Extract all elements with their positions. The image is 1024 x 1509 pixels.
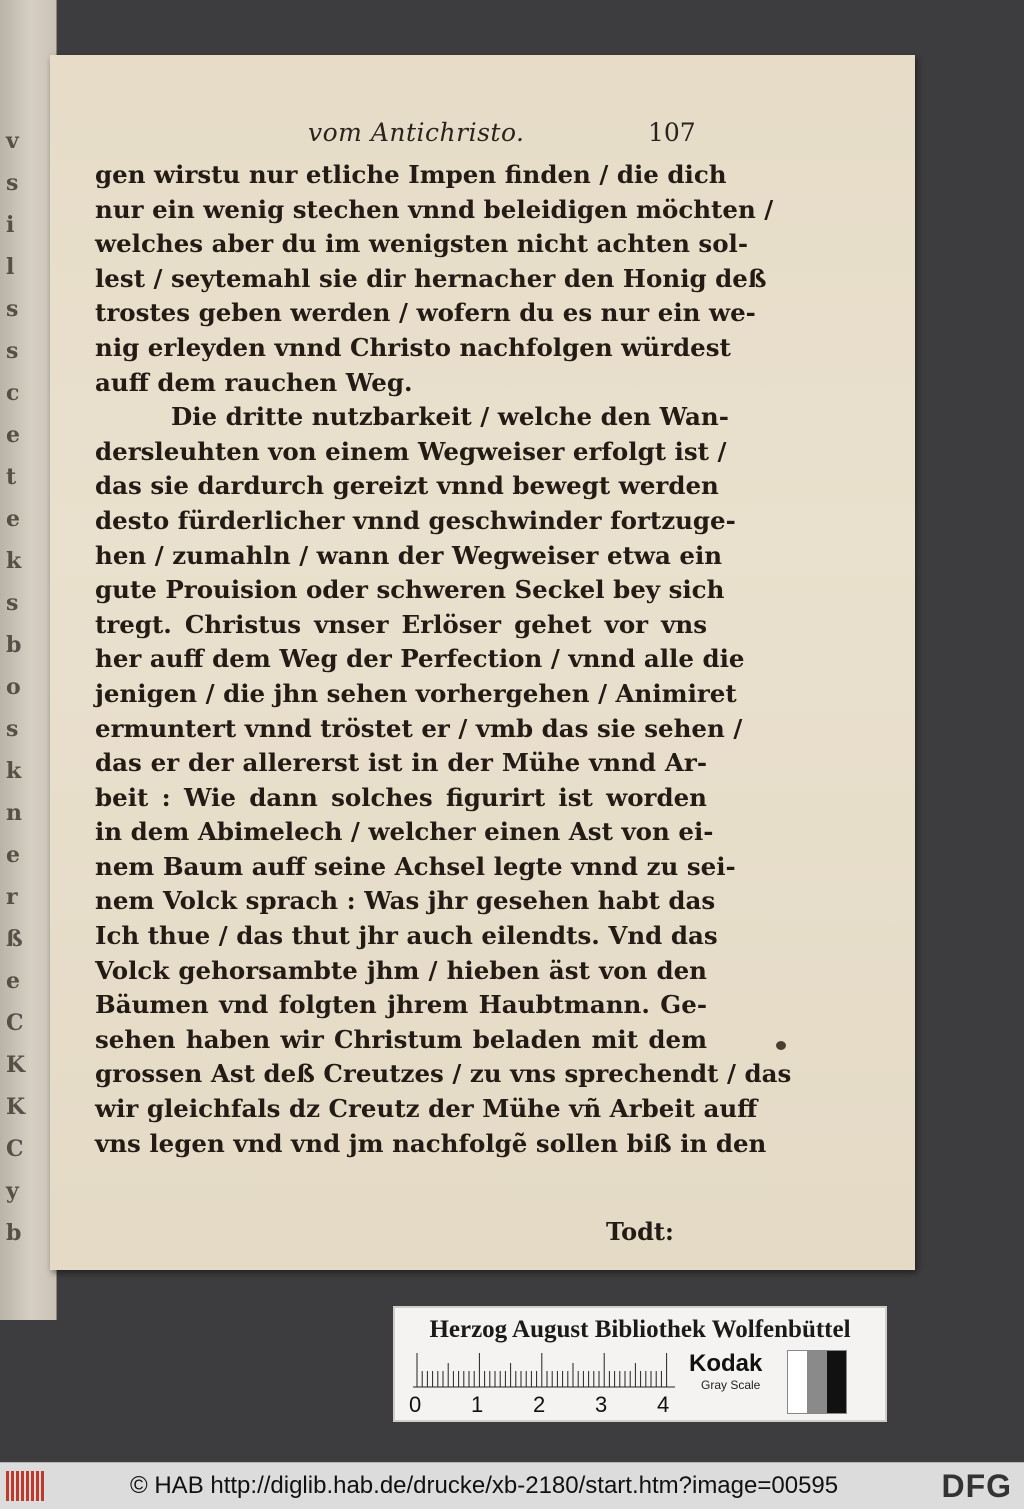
gray-scale-caption: Gray Scale — [701, 1378, 761, 1392]
margin-glyph: n — [6, 800, 22, 826]
text-line: sehen haben wir Christum beladen mit dem — [95, 1024, 707, 1054]
text-line: Ich thue / das thut jhr auch eilendts. Vnd das — [95, 921, 718, 951]
margin-glyph: t — [6, 464, 17, 490]
ruler-number: 2 — [533, 1392, 546, 1417]
text-line: das sie dardurch gereizt vnnd bewegt werden — [95, 471, 719, 501]
margin-glyph: l — [6, 254, 15, 280]
text-line: tregt. Christus vnser Erlöser gehet vor vns — [95, 609, 707, 639]
body-text — [95, 158, 792, 1161]
ruler-scale — [413, 1352, 675, 1388]
margin-glyph: i — [6, 212, 15, 238]
text-line: vns legen vnd vnd jm nachfolgẽ sollen biß in den — [95, 1128, 767, 1158]
copyright-url[interactable]: © HAB http://diglib.hab.de/drucke/xb-2180/start.htm?image=00595 — [130, 1472, 839, 1499]
book-page — [50, 55, 915, 1270]
previous-page-margin-text — [6, 120, 46, 1254]
text-line: welches aber du im wenigsten nicht achten sol- — [95, 229, 749, 259]
margin-glyph: C — [6, 1010, 24, 1036]
text-line: trostes geben werden / wofern du es nur ein we- — [95, 298, 756, 328]
footer-bar — [0, 1462, 1024, 1509]
margin-glyph: y — [6, 1178, 19, 1204]
margin-glyph: e — [6, 968, 20, 994]
text-line: auff dem rauchen Weg. — [95, 367, 413, 397]
margin-glyph: K — [6, 1094, 26, 1120]
margin-glyph: K — [6, 1052, 26, 1078]
text-line: Volck gehorsambte jhm / hieben äst von den — [95, 955, 707, 985]
gray-swatch — [788, 1351, 807, 1413]
text-line: Bäumen vnd folgten jhrem Haubtmann. Ge- — [95, 990, 707, 1020]
margin-glyph: e — [6, 422, 20, 448]
margin-glyph: s — [6, 716, 19, 742]
previous-page-edge — [0, 0, 57, 1320]
text-line: in dem Abimelech / welcher einen Ast von ei- — [95, 817, 714, 847]
text-line: jenigen / die jhn sehen vorhergehen / Animiret — [95, 678, 737, 708]
margin-glyph: k — [6, 548, 22, 574]
library-color-target — [393, 1306, 887, 1422]
text-line: nig erleyden vnnd Christo nachfolgen würdest — [95, 332, 731, 362]
margin-glyph: s — [6, 590, 19, 616]
text-line: dersleuhten von einem Wegweiser erfolgt ist / — [95, 436, 727, 466]
gray-swatch — [827, 1351, 846, 1413]
kodak-logo: Kodak — [689, 1350, 763, 1377]
text-line: desto fürderlicher vnnd geschwinder fortzuge- — [95, 505, 736, 535]
running-head: vom Antichristo. — [308, 118, 525, 147]
margin-glyph: e — [6, 506, 20, 532]
text-line: nem Baum auff seine Achsel legte vnnd zu sei- — [95, 851, 736, 881]
text-line: hen / zumahln / wann der Wegweiser etwa ein — [95, 540, 723, 570]
margin-glyph: c — [6, 380, 20, 406]
ruler-number: 4 — [657, 1392, 670, 1417]
text-line: grossen Ast deß Creutzes / zu vns sprechendt / das — [95, 1059, 792, 1089]
margin-glyph: C — [6, 1136, 24, 1162]
ruler-numbers — [409, 1392, 679, 1418]
ruler-number: 1 — [471, 1392, 484, 1417]
dfg-logo: DFG — [941, 1468, 1012, 1504]
page-number: 107 — [648, 118, 696, 147]
margin-glyph: v — [6, 128, 19, 154]
text-line: nur ein wenig stechen vnnd beleidigen möchten / — [95, 194, 774, 224]
text-line: nem Volck sprach : Was jhr gesehen habt das — [95, 886, 716, 916]
paper-stain — [776, 1041, 786, 1050]
text-line: beit : Wie dann solches figurirt ist worden — [95, 782, 707, 812]
text-line: lest / seytemahl sie dir hernacher den Honig deß — [95, 263, 767, 293]
gray-swatch — [807, 1351, 826, 1413]
margin-glyph: o — [6, 674, 21, 700]
margin-glyph: b — [6, 632, 22, 658]
margin-glyph: s — [6, 338, 19, 364]
text-line: her auff dem Weg der Perfection / vnnd alle die — [95, 644, 745, 674]
gray-swatches — [787, 1350, 847, 1414]
margin-glyph: b — [6, 1220, 22, 1246]
margin-glyph: e — [6, 842, 20, 868]
text-line: das er der allererst ist in der Mühe vnnd Ar- — [95, 748, 707, 778]
ruler-number: 3 — [595, 1392, 608, 1417]
margin-glyph: r — [6, 884, 18, 910]
margin-glyph: s — [6, 170, 19, 196]
text-line: ermuntert vnnd tröstet er / vmb das sie sehen / — [95, 713, 743, 743]
library-name: Herzog August Bibliothek Wolfenbüttel — [429, 1316, 851, 1343]
margin-glyph: k — [6, 758, 22, 784]
margin-glyph: ß — [6, 926, 23, 952]
catchword: Todt: — [606, 1217, 674, 1246]
text-line: gute Prouision oder schweren Seckel bey sich — [95, 575, 725, 605]
margin-glyph: s — [6, 296, 19, 322]
text-line: gen wirstu nur etliche Impen finden / die dich — [95, 160, 727, 189]
text-line: wir gleichfals dz Creutz der Mühe vñ Arbeit auff — [95, 1094, 758, 1124]
text-line: Die dritte nutzbarkeit / welche den Wan- — [171, 402, 729, 432]
hab-logo-icon — [6, 1471, 46, 1501]
ruler-number: 0 — [409, 1392, 422, 1417]
